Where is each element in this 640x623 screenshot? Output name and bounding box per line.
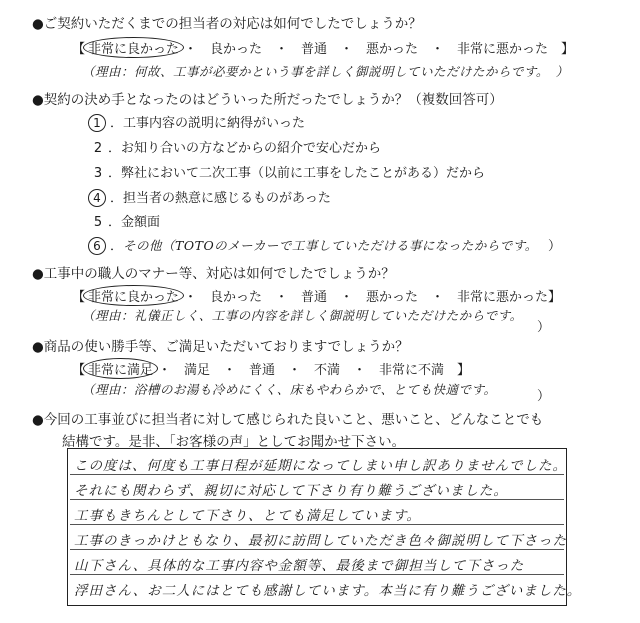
q3-other-options: ・ 良かった ・ 普通 ・ 悪かった ・ 非常に悪かった】 [184, 290, 562, 305]
bracket: 【 [72, 363, 86, 378]
free-text-line: 工事のきっかけともなり、最初に訪問していただき色々御説明して下さった [74, 533, 567, 549]
q2-choice-1[interactable]: 1 ．工事内容の説明に納得がいった [88, 112, 305, 132]
free-text-line: 工事もきちんとして下さり、とても満足しています。 [74, 508, 421, 524]
q1-options [72, 37, 574, 58]
q4-selected-option[interactable]: 非常に満足 [83, 358, 158, 379]
q2-choice-5[interactable]: 5 ．金額面 [88, 211, 160, 230]
q3-options [72, 285, 561, 306]
q3-closing-paren: ） [537, 320, 551, 335]
free-text-line: 浮田さん、お二人にはとても感謝しています。本当に有り難うございました。 [74, 583, 582, 599]
bracket: 【 [72, 290, 86, 305]
q1-other-options: ・ 良かった ・ 普通 ・ 悪かった ・ 非常に悪かった 】 [184, 42, 575, 57]
choice-label: 担当者の熱意に感じるものがあった [123, 191, 331, 206]
question-1: ●ご契約いただくまでの担当者の対応は如何でしたでしょうか？ [32, 16, 422, 32]
q4-options [72, 358, 470, 379]
q4-reason: （理由：浴槽のお湯も冷めにくく、床もやわらかで、とても快適です。 [82, 382, 497, 397]
ruled-line [70, 574, 564, 575]
choice-number: 3 [93, 166, 103, 181]
choice-label: 工事内容の説明に納得がいった [123, 116, 306, 131]
q4-closing-paren: ） [537, 389, 551, 404]
free-text-line: それにも関わらず、親切に対応して下さり有り難うございました。 [74, 483, 508, 499]
choice-number: 4 [88, 189, 106, 207]
q2-choice-3[interactable]: 3 ．弊社において二次工事（以前に工事をしたことがある）だから [88, 162, 485, 181]
ruled-line [70, 524, 564, 525]
question-3: ●工事中の職人のマナー等、対応は如何でしたでしょうか？ [32, 266, 395, 282]
q4-other-options: ・ 満足 ・ 普通 ・ 不満 ・ 非常に不満 】 [158, 363, 471, 378]
q2-choice-2[interactable]: 2 ．お知り合いの方などからの紹介で安心だから [88, 137, 381, 156]
question-5: ●今回の工事並びに担当者に対して感じられた良いこと、悪いこと、どんなことでも [32, 412, 544, 428]
choice-number: 2 [93, 141, 103, 156]
ruled-line [70, 474, 564, 475]
q2-choice-4[interactable]: 4 ．担当者の熱意に感じるものがあった [88, 187, 331, 207]
q1-reason: （理由：何故、工事が必要かという事を詳しく御説明していただけたからです。 ） [82, 64, 569, 79]
choice-number: 1 [88, 114, 106, 132]
bracket: 【 [72, 42, 86, 57]
choice-number: 5 [93, 215, 103, 230]
choice-label: 弊社において二次工事（以前に工事をしたことがある）だから [121, 166, 486, 181]
q1-selected-option[interactable]: 非常に良かった [83, 37, 184, 58]
q3-selected-option[interactable]: 非常に良かった [83, 285, 184, 306]
ruled-line [70, 549, 564, 550]
choice-label: その他（TOTOのメーカーで工事していただける事になったからです。 [123, 238, 538, 253]
question-5-continued: 結構です。是非、「お客様の声」としてお聞かせ下さい。 [62, 434, 406, 450]
ruled-line [70, 499, 564, 500]
choice-number: 6 [88, 237, 106, 255]
choice-label: お知り合いの方などからの紹介で安心だから [121, 141, 382, 156]
q3-reason: （理由：礼儀正しく、工事の内容を詳しく御説明していただけたからです。 [82, 308, 523, 323]
q2-closing-paren: ） [548, 239, 562, 254]
free-text-line: この度は、何度も工事日程が延期になってしまい申し訳ありませんでした。 [74, 458, 567, 474]
question-2: ●契約の決め手となったのはどういった所だったでしょうか？（複数回答可） [32, 92, 503, 108]
q2-choice-6[interactable]: 6 ．その他（TOTOのメーカーで工事していただける事になったからです。 [88, 235, 538, 255]
question-4: ●商品の使い勝手等、ご満足いただいておりますでしょうか？ [32, 339, 409, 355]
choice-label: 金額面 [121, 215, 161, 230]
free-text-line: 山下さん、具体的な工事内容や金額等、最後まで御担当して下さった [74, 558, 525, 574]
